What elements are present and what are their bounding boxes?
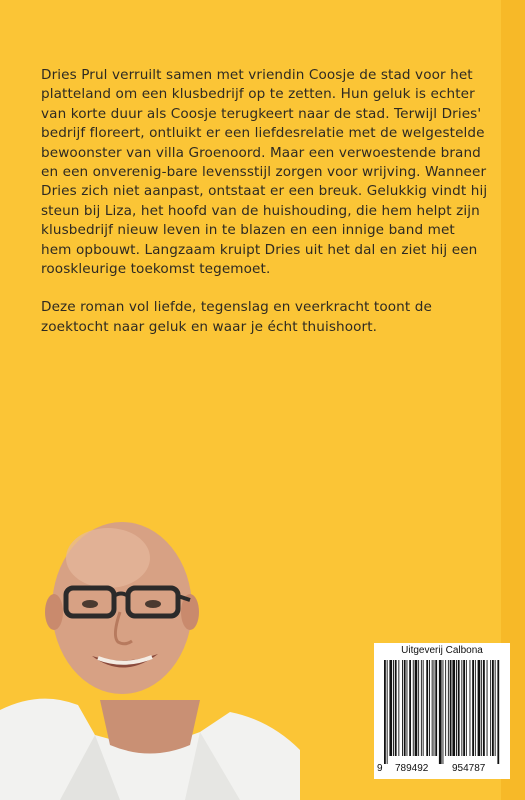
barcode-bar [487, 660, 488, 756]
barcode-bar [415, 660, 418, 756]
barcode-bar [495, 660, 496, 756]
barcode-bar [478, 660, 481, 756]
barcode-bar [407, 660, 408, 756]
barcode-bar [389, 660, 392, 756]
barcode-bar [387, 660, 388, 764]
barcode-bar [393, 660, 394, 756]
barcode-bar [448, 660, 449, 756]
barcode-bar [483, 660, 485, 756]
publisher-name: Uitgeverij Calbona [401, 645, 483, 656]
barcode-bar [426, 660, 428, 756]
barcode-bar [434, 660, 435, 756]
blurb-paragraph-2: Deze roman vol liefde, tegenslag en veerkracht toont de zoektocht naar geluk en waar je écht thuishoort. [41, 299, 432, 335]
barcode-bar [472, 660, 474, 756]
barcode-box [374, 643, 510, 779]
barcode-bar [418, 660, 419, 756]
barcode-bar [421, 660, 422, 756]
isbn-left-group: 789492 [395, 763, 429, 774]
barcode-bar [409, 660, 411, 756]
author-photo [0, 500, 300, 800]
barcode-bar [463, 660, 465, 756]
barcode-bar [435, 660, 437, 756]
barcode-bar [461, 660, 462, 756]
barcode-bar [458, 660, 460, 756]
barcode-bar [402, 660, 403, 756]
barcode-bar [456, 660, 457, 756]
barcode-bar [445, 660, 446, 756]
barcode-bar [475, 660, 476, 756]
barcode-bar [413, 660, 414, 756]
barcode-bar [432, 660, 433, 756]
barcode-bar [443, 660, 444, 764]
barcode-bar [384, 660, 386, 764]
barcode-bar [450, 660, 452, 756]
barcode-bar [452, 660, 455, 756]
barcode-bar [470, 660, 471, 756]
barcode-bar [490, 660, 491, 756]
barcode-bar [497, 660, 499, 764]
barcode-bar [466, 660, 467, 756]
barcode-bar [404, 660, 406, 756]
barcode-bar [423, 660, 424, 756]
blurb-text [41, 66, 489, 337]
barcode-bar [492, 660, 494, 756]
barcode-bar [439, 660, 442, 764]
barcode-bar [395, 660, 397, 756]
isbn-prefix: 9 [377, 763, 383, 774]
blurb-paragraph-1: Dries Prul verruilt samen met vriendin Coosje de stad voor het platteland om een klusbedrijf op te zetten. Hun geluk is echter van korte duur als Coosje terugkeert naar de stad. Terwijl Dries' bedrijf floreert, ontluikt er een liefdesrelatie met de welgestelde bewoonster van villa Groenoord. Maar een verwoestende brand en een onverenig-bare levensstijl zorgen voor wrijving. Wanneer Dries zich niet aanpast, ontstaat er een breuk. Gelukkig vindt hij steun bij Liza, het hoofd van de huishouding, die hem helpt zijn klusbedrijf nieuw leven in te blazen en een innige band met hem opbouwt. Langzaam kruipt Dries uit het dal en ziet hij een rooskleurige toekomst tegemoet. [41, 67, 488, 278]
barcode-bar [481, 660, 482, 756]
isbn-right-group: 954787 [452, 763, 486, 774]
barcode-bar [398, 660, 399, 756]
barcode-bar [429, 660, 430, 756]
isbn-barcode [380, 660, 504, 764]
